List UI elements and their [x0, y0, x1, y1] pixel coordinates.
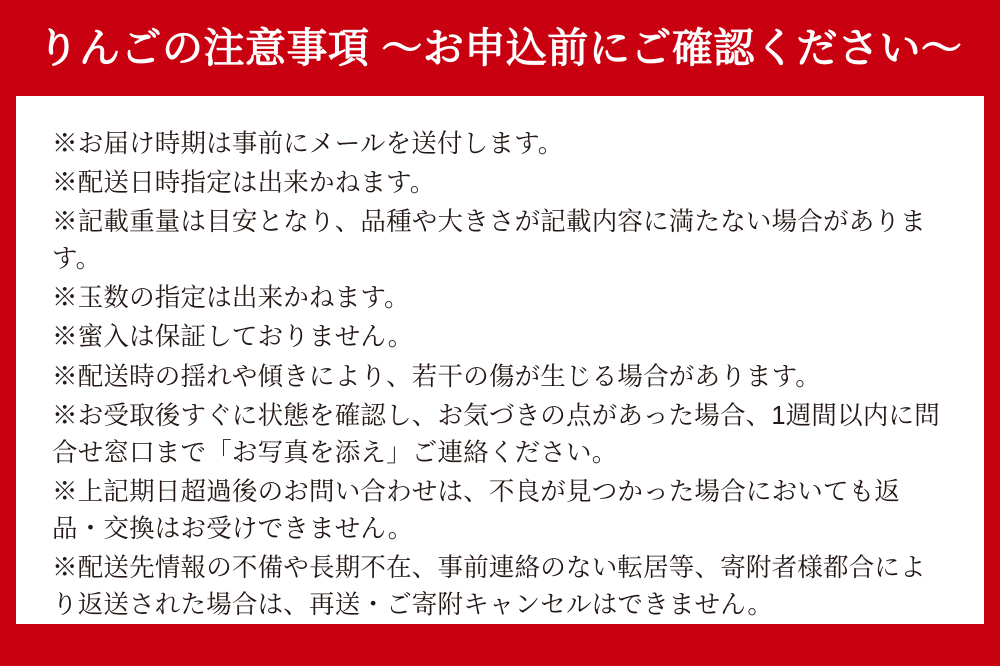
list-item: ※蜜入は保証しておりません。	[52, 323, 414, 352]
list-item: ※お受取後すぐに状態を確認し、お気づきの点があった場合、1週間以内に問合せ窓口まで「お写真を添え」ご連絡ください。	[52, 401, 940, 467]
list-item: ※玉数の指定は出来かねます。	[52, 284, 410, 313]
list-item: ※配送日時指定は出来かねます。	[52, 169, 436, 198]
page-header	[0, 0, 1000, 96]
notes-panel	[16, 96, 984, 624]
list-item: ※記載重量は目安となり、品種や大きさが記載内容に満たない場合があります。	[52, 208, 926, 274]
notes-list	[52, 126, 948, 624]
list-item: ※お届け時期は事前にメールを送付します。	[52, 130, 564, 158]
page-title: りんごの注意事項 ～お申込前にご確認ください～	[37, 24, 963, 71]
list-item: ※配送先情報の不備や長期不在、事前連絡のない転居等、寄附者様都合により返送された場合は、再送・ご寄附キャンセルはできません。	[52, 554, 926, 620]
list-item: ※配送時の揺れや傾きにより、若干の傷が生じる場合があります。	[52, 362, 821, 391]
list-item: ※上記期日超過後のお問い合わせは、不良が見つかった場合においても返品・交換はお受けできません。	[52, 477, 901, 543]
footer-band	[0, 624, 1000, 666]
